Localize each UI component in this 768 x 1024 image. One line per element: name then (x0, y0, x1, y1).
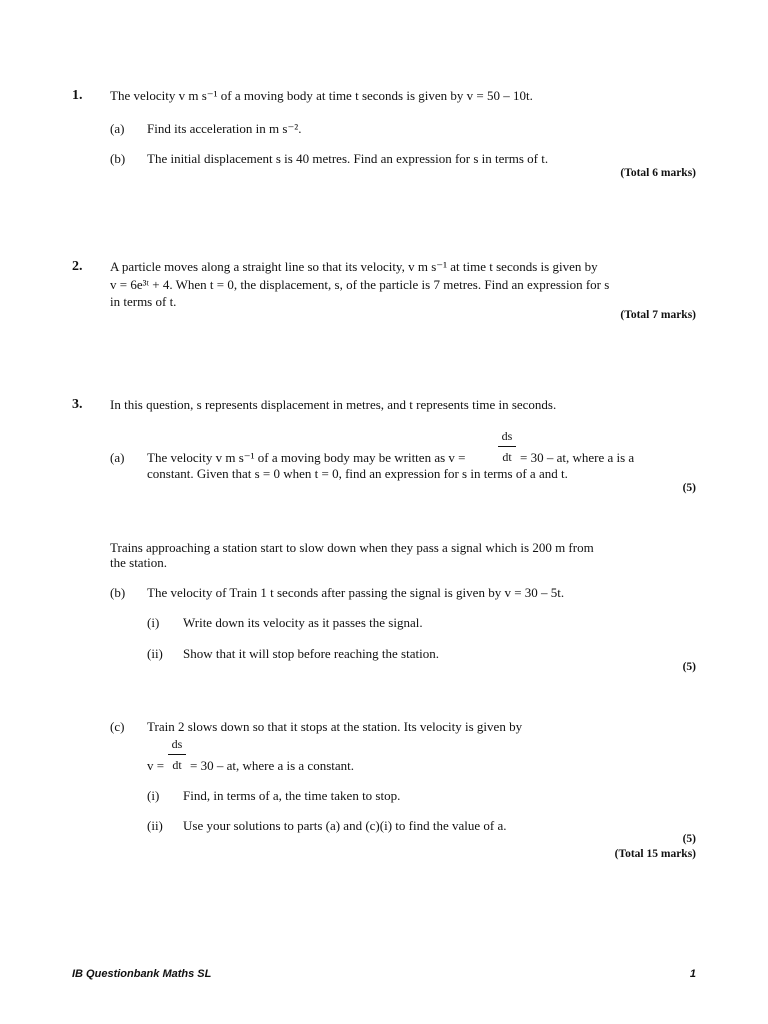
context-line: Trains approaching a station start to slow down when they pass a signal which is 200 m from (110, 540, 594, 555)
part-text: The initial displacement s is 40 metres. Find an expression for s in terms of t. (147, 151, 549, 166)
part-text: Train 2 slows down so that it stops at the station. Its velocity is given by (147, 719, 523, 734)
part-label: (b) (110, 151, 126, 166)
question-number: 1. (72, 88, 83, 103)
fraction-numerator: ds (501, 429, 513, 443)
part-text: = 30 – at, where a is a (520, 450, 635, 465)
page-number: 1 (689, 968, 696, 980)
subpart-label: (i) (147, 788, 160, 803)
fraction-denominator: dt (172, 758, 182, 772)
derivative-fraction (166, 737, 188, 773)
part-text: The velocity of Train 1 t seconds after passing the signal is given by v = 30 – 5t. (147, 585, 565, 600)
question-number: 2. (72, 259, 83, 274)
part-text: v = (147, 758, 165, 773)
part-label: (b) (110, 585, 126, 600)
subpart-label: (ii) (147, 818, 163, 833)
fraction-numerator: ds (171, 737, 183, 751)
part-marks: (5) (682, 833, 696, 845)
part-marks: (5) (682, 661, 696, 673)
part-text: Find its acceleration in m s⁻². (147, 121, 302, 136)
total-marks: (Total 7 marks) (620, 309, 696, 321)
fraction-denominator: dt (502, 450, 512, 464)
subpart-text: Write down its velocity as it passes the signal. (183, 615, 423, 630)
subpart-text: Show that it will stop before reaching the station. (183, 646, 439, 661)
question-line: v = 6e³ᵗ + 4. When t = 0, the displacement, s, of the particle is 7 metres. Find an expression for s (110, 277, 610, 292)
context-line: the station. (110, 555, 168, 570)
part-label: (a) (110, 450, 125, 465)
part-label: (c) (110, 719, 125, 734)
question-intro: In this question, s represents displacement in metres, and t represents time in seconds. (110, 397, 557, 412)
total-marks: (Total 15 marks) (614, 848, 696, 860)
total-marks: (Total 6 marks) (620, 167, 696, 179)
fraction-bar (498, 446, 516, 447)
question-stem: The velocity v m s⁻¹ of a moving body at time t seconds is given by v = 50 – 10t. (110, 88, 533, 103)
footer-title: IB Questionbank Maths SL (72, 968, 212, 980)
part-marks: (5) (682, 482, 696, 494)
question-number: 3. (72, 397, 83, 412)
part-label: (a) (110, 121, 125, 136)
part-text: constant. Given that s = 0 when t = 0, find an expression for s in terms of a and t. (147, 466, 568, 481)
part-text: The velocity v m s⁻¹ of a moving body may be written as v = (147, 450, 466, 465)
subpart-label: (ii) (147, 646, 163, 661)
derivative-fraction (496, 429, 518, 465)
subpart-text: Find, in terms of a, the time taken to stop. (183, 788, 401, 803)
question-line: in terms of t. (110, 294, 177, 309)
part-text: = 30 – at, where a is a constant. (190, 758, 355, 773)
fraction-bar (168, 754, 186, 755)
subpart-text: Use your solutions to parts (a) and (c)(i) to find the value of a. (183, 818, 507, 833)
question-line: A particle moves along a straight line so that its velocity, v m s⁻¹ at time t seconds is given by (110, 259, 598, 274)
subpart-label: (i) (147, 615, 160, 630)
